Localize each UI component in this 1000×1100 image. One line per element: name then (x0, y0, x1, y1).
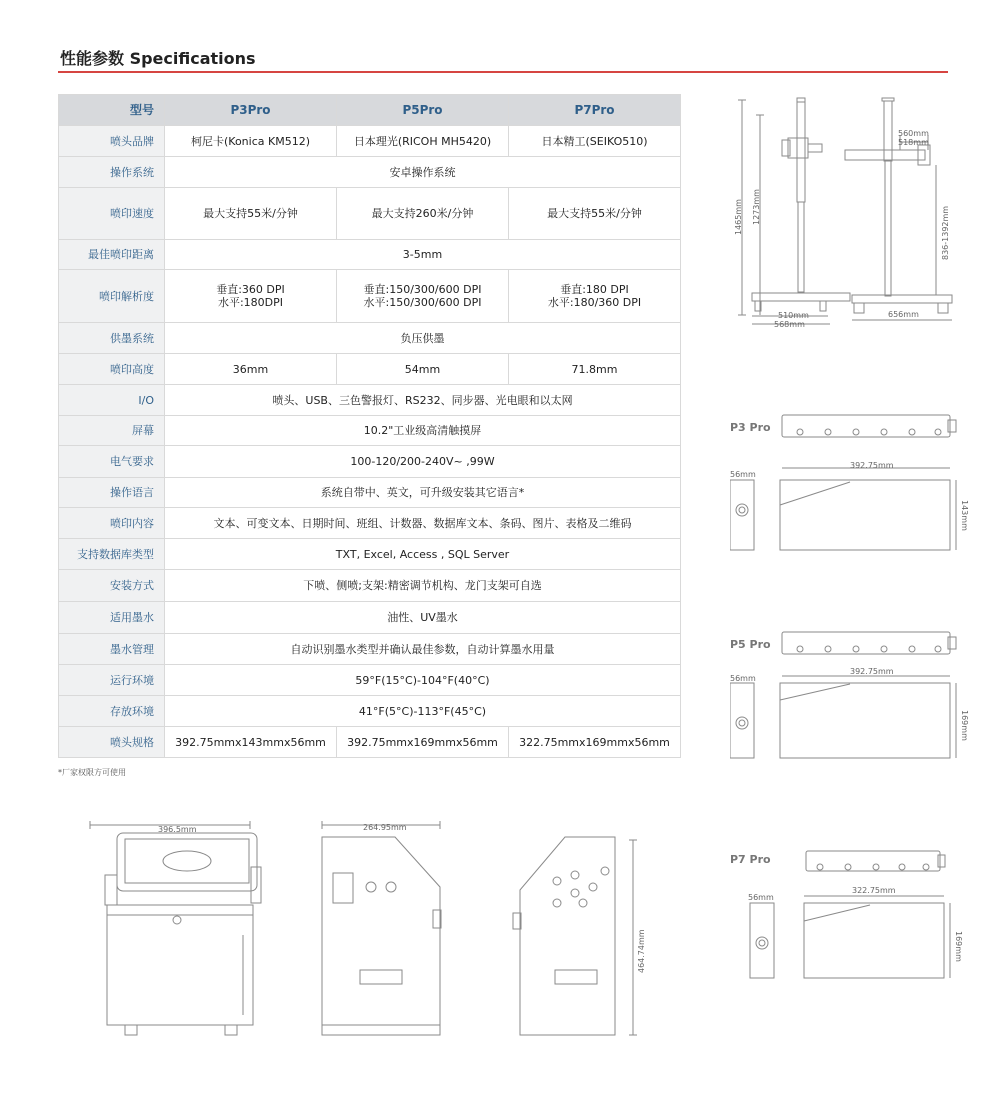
table-row (59, 323, 681, 354)
p3-depth: 56mm (730, 470, 756, 479)
row-label: 操作语言 (59, 478, 165, 508)
table-row (59, 478, 681, 508)
cell-value: 100-120/200-240V~ ,99W (165, 446, 681, 478)
header-model-p3: P3Pro (165, 95, 337, 126)
table-row (59, 354, 681, 385)
row-label: 墨水管理 (59, 634, 165, 665)
cell-value: TXT, Excel, Access , SQL Server (165, 539, 681, 570)
table-row (59, 665, 681, 696)
cell-value: 54mm (337, 354, 509, 385)
cell-value: 柯尼卡(Konica KM512) (165, 126, 337, 157)
cell-value: 3-5mm (165, 240, 681, 270)
table-row (59, 188, 681, 240)
spec-table (58, 94, 681, 758)
page-title: 性能参数 Specifications (60, 49, 256, 68)
cell-value: 文本、可变文本、日期时间、班组、计数器、数据库文本、条码、图片、表格及二维码 (165, 508, 681, 539)
p7-depth: 56mm (748, 893, 774, 902)
header-model-p7: P7Pro (509, 95, 681, 126)
controller-height: 464.74mm (637, 929, 646, 973)
cell-value: 71.8mm (509, 354, 681, 385)
header-model-label: 型号 (59, 95, 165, 126)
row-label: 喷印速度 (59, 188, 165, 240)
p3-label: P3 Pro (730, 421, 771, 434)
resolution-vertical: 垂直:180 DPI (560, 283, 629, 296)
p7-label: P7 Pro (730, 853, 771, 866)
row-label: 适用墨水 (59, 602, 165, 634)
p5-length: 392.75mm (850, 667, 894, 676)
table-row (59, 696, 681, 727)
row-label: 屏幕 (59, 416, 165, 446)
row-label: 喷印内容 (59, 508, 165, 539)
footnote: *厂家权限方可使用 (58, 768, 126, 777)
resolution-vertical: 垂直:150/300/600 DPI (363, 283, 482, 296)
p5-height: 169mm (960, 710, 969, 741)
table-row (59, 508, 681, 539)
cell-value: 喷头、USB、三色警报灯、RS232、同步器、光电眼和以太网 (165, 385, 681, 416)
p5-head-drawing (730, 628, 970, 763)
table-row (59, 446, 681, 478)
cell-value: 36mm (165, 354, 337, 385)
controller-width: 396.5mm (158, 825, 197, 834)
table-row (59, 416, 681, 446)
stand-drawing-svg (730, 90, 960, 335)
row-label: 存放环境 (59, 696, 165, 727)
controller-drawing (75, 815, 655, 1055)
resolution-horizontal: 水平:180DPI (217, 296, 284, 309)
cell-value: 最大支持55米/分钟 (165, 188, 337, 240)
table-row (59, 539, 681, 570)
row-label: 电气要求 (59, 446, 165, 478)
table-row (59, 385, 681, 416)
resolution-horizontal: 水平:150/300/600 DPI (363, 296, 482, 309)
table-row (59, 570, 681, 602)
table-row (59, 727, 681, 758)
cell-value: 41°F(5°C)-113°F(45°C) (165, 696, 681, 727)
p3-head-drawing (730, 410, 970, 560)
resolution-vertical: 垂直:360 DPI (216, 283, 285, 296)
stand-base-width: 656mm (888, 310, 919, 319)
row-label: 最佳喷印距离 (59, 240, 165, 270)
cell-value: 392.75mmx143mmx56mm (165, 727, 337, 758)
cell-value: 392.75mmx169mmx56mm (337, 727, 509, 758)
row-label: 喷印解析度 (59, 270, 165, 323)
row-label: I/O (59, 385, 165, 416)
cell-value: 最大支持260米/分钟 (337, 188, 509, 240)
cell-value: 59°F(15°C)-104°F(40°C) (165, 665, 681, 696)
stand-height-total: 1465mm (734, 199, 743, 235)
p3-length: 392.75mm (850, 461, 894, 470)
p7-height: 169mm (954, 931, 963, 962)
stand-height-arm: 1273mm (752, 189, 761, 225)
title-divider (58, 71, 948, 73)
cell-value (509, 270, 681, 323)
cell-value: 日本精工(SEIKO510) (509, 126, 681, 157)
cell-value: 系统自带中、英文，可升级安装其它语言* (165, 478, 681, 508)
cell-value: 油性、UV墨水 (165, 602, 681, 634)
row-label: 喷头品牌 (59, 126, 165, 157)
stand-arm-2: 518mm (898, 138, 929, 147)
cell-value: 负压供墨 (165, 323, 681, 354)
p5-depth: 56mm (730, 674, 756, 683)
table-row (59, 240, 681, 270)
stand-drawing (730, 90, 960, 335)
p7-length: 322.75mm (852, 886, 896, 895)
table-row (59, 602, 681, 634)
row-label: 支持数据库类型 (59, 539, 165, 570)
controller-side-width: 264.95mm (363, 823, 407, 832)
stand-adjust-range: 836-1392mm (941, 205, 950, 260)
row-label: 安装方式 (59, 570, 165, 602)
stand-width-1: 510mm (778, 311, 809, 320)
table-header-row (59, 95, 681, 126)
header-model-p5: P5Pro (337, 95, 509, 126)
stand-width-2: 568mm (774, 320, 805, 329)
cell-value: 最大支持55米/分钟 (509, 188, 681, 240)
row-label: 喷印高度 (59, 354, 165, 385)
cell-value: 322.75mmx169mmx56mm (509, 727, 681, 758)
cell-value: 下喷、侧喷;支架:精密调节机构、龙门支架可自选 (165, 570, 681, 602)
row-label: 运行环境 (59, 665, 165, 696)
p3-height: 143mm (960, 500, 969, 531)
cell-value: 安卓操作系统 (165, 157, 681, 188)
stand-arm-1: 560mm (898, 129, 929, 138)
p5-label: P5 Pro (730, 638, 771, 651)
row-label: 操作系统 (59, 157, 165, 188)
cell-value: 自动识别墨水类型并确认最佳参数，自动计算墨水用量 (165, 634, 681, 665)
table-row (59, 126, 681, 157)
row-label: 喷头规格 (59, 727, 165, 758)
resolution-horizontal: 水平:180/360 DPI (547, 296, 642, 309)
row-label: 供墨系统 (59, 323, 165, 354)
cell-value (337, 270, 509, 323)
cell-value: 日本理光(RICOH MH5420) (337, 126, 509, 157)
p7-head-drawing (730, 843, 970, 988)
table-row (59, 270, 681, 323)
table-row (59, 157, 681, 188)
cell-value (165, 270, 337, 323)
cell-value: 10.2"工业级高清触摸屏 (165, 416, 681, 446)
table-row (59, 634, 681, 665)
